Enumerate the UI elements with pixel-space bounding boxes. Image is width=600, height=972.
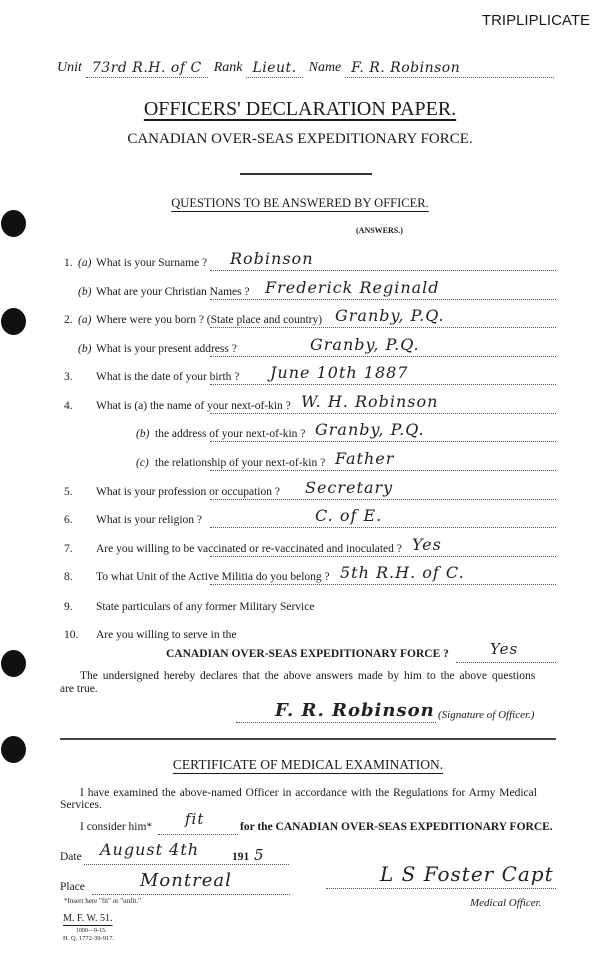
date-value: August 4th bbox=[100, 840, 200, 859]
question-subletter: (a) bbox=[78, 257, 92, 269]
header-line bbox=[57, 60, 560, 78]
answer-value: June 10th 1887 bbox=[270, 363, 409, 382]
answer-value: Robinson bbox=[230, 249, 314, 268]
answer-line bbox=[210, 470, 556, 471]
answer-line bbox=[210, 270, 556, 271]
answer-value: W. H. Robinson bbox=[301, 392, 439, 411]
rank-label: Rank bbox=[213, 60, 243, 75]
question-text: What is your present address ? bbox=[96, 343, 237, 355]
certificate-text-cont: Services. bbox=[60, 799, 102, 811]
answer-line bbox=[210, 327, 556, 328]
answer-line bbox=[210, 527, 556, 528]
answer-line bbox=[210, 413, 556, 414]
answer-line bbox=[210, 384, 556, 385]
question-subletter: (a) bbox=[78, 314, 92, 326]
rank-value: Lieut. bbox=[246, 60, 302, 78]
question-number: 6. bbox=[64, 514, 73, 526]
question-number: 10. bbox=[64, 629, 79, 641]
question-number: 4. bbox=[64, 400, 73, 412]
answer-value: Granby, P.Q. bbox=[335, 306, 445, 325]
question-number: 2. bbox=[64, 314, 73, 326]
signature-label: (Signature of Officer.) bbox=[438, 709, 535, 721]
print-code: 1000—9-15. bbox=[76, 928, 107, 934]
place-label: Place bbox=[60, 881, 85, 893]
question-text: What is (a) the name of your next-of-kin ? bbox=[96, 400, 291, 412]
section-divider bbox=[60, 738, 556, 740]
certificate-text: I have examined the above-named Officer in accordance with the Regulations for Army Medical bbox=[80, 787, 537, 799]
questions-heading: QUESTIONS TO BE ANSWERED BY OFFICER. bbox=[171, 196, 429, 210]
name-label: Name bbox=[308, 60, 342, 75]
copy-mark: TRIPLIPLICATE bbox=[481, 12, 590, 29]
unit-value: 73rd R.H. of C bbox=[86, 60, 208, 78]
consider-value: fit bbox=[185, 810, 205, 828]
answers-heading: (ANSWERS.) bbox=[356, 226, 403, 235]
medical-label: Medical Officer. bbox=[470, 897, 542, 909]
consider-suffix: for the CANADIAN OVER-SEAS EXPEDITIONARY FORCE. bbox=[240, 821, 553, 833]
answer-value: Father bbox=[335, 449, 395, 468]
question-number: 5. bbox=[64, 486, 73, 498]
declaration-cont: are true. bbox=[60, 683, 98, 695]
question-text: What is your religion ? bbox=[96, 514, 203, 526]
certificate-heading: CERTIFICATE OF MEDICAL EXAMINATION. bbox=[172, 757, 444, 772]
form-code: M. F. W. 51. bbox=[63, 913, 113, 924]
question-text: To what Unit of the Active Militia do you belong ? bbox=[96, 571, 330, 583]
declaration: The undersigned hereby declares that the above answers made by him to the above questions bbox=[80, 670, 536, 682]
question-number: 9. bbox=[64, 601, 73, 613]
question-subletter: (b) bbox=[78, 286, 92, 298]
question-text: Are you willing to be vaccinated or re-vaccinated and inoculated ? bbox=[96, 543, 402, 555]
place-value: Montreal bbox=[140, 870, 232, 891]
question-subletter: (c) bbox=[136, 457, 149, 469]
question-text: What is your profession or occupation ? bbox=[96, 486, 280, 498]
consider-label: I consider him* bbox=[80, 821, 153, 833]
answer-value: C. of E. bbox=[315, 506, 383, 525]
date-label: Date bbox=[60, 851, 82, 863]
q10-line: CANADIAN OVER-SEAS EXPEDITIONARY FORCE ? bbox=[166, 648, 449, 660]
unit-label: Unit bbox=[57, 60, 82, 75]
answer-line bbox=[210, 499, 556, 500]
question-number: 8. bbox=[64, 571, 73, 583]
answer-value: Frederick Reginald bbox=[265, 278, 440, 297]
question-text: What are your Christian Names ? bbox=[96, 286, 250, 298]
medical-signature: L S Foster Capt bbox=[380, 862, 554, 886]
answer-line bbox=[210, 299, 556, 300]
page-title: OFFICERS' DECLARATION PAPER. bbox=[143, 98, 457, 120]
answer-value: Yes bbox=[412, 535, 442, 554]
answer-line bbox=[210, 556, 556, 557]
answer-value: Granby, P.Q. bbox=[315, 420, 425, 439]
divider bbox=[240, 173, 372, 175]
question-number: 7. bbox=[64, 543, 73, 555]
answer-line bbox=[210, 356, 556, 357]
page-subtitle: CANADIAN OVER-SEAS EXPEDITIONARY FORCE. bbox=[127, 131, 473, 147]
footnote: *Insert here "fit" or "unfit." bbox=[64, 897, 141, 905]
q10-answer: Yes bbox=[490, 640, 519, 658]
question-text: Where were you born ? (State place and country) bbox=[96, 314, 323, 326]
question-number: 1. bbox=[64, 257, 73, 269]
question-text: the relationship of your next-of-kin ? bbox=[155, 457, 326, 469]
answer-value: Secretary bbox=[305, 478, 394, 497]
print-code: H. Q. 1772-39-917. bbox=[63, 935, 115, 942]
year-suffix: 5 bbox=[254, 846, 265, 864]
name-value: F. R. Robinson bbox=[345, 60, 554, 78]
punch-hole bbox=[1, 650, 26, 677]
answer-line bbox=[210, 584, 556, 585]
question-subletter: (b) bbox=[136, 428, 150, 440]
punch-hole bbox=[1, 210, 26, 237]
question-text: the address of your next-of-kin ? bbox=[155, 428, 306, 440]
question-text: What is your Surname ? bbox=[96, 257, 208, 269]
answer-value: Granby, P.Q. bbox=[310, 335, 420, 354]
answer-value: 5th R.H. of C. bbox=[340, 563, 465, 582]
answer-line bbox=[210, 441, 556, 442]
question-subletter: (b) bbox=[78, 343, 92, 355]
question-text: Are you willing to serve in the bbox=[96, 629, 237, 641]
year-prefix: 191 bbox=[232, 851, 250, 863]
punch-hole bbox=[1, 308, 26, 335]
question-number: 3. bbox=[64, 371, 73, 383]
question-text: State particulars of any former Military Service bbox=[96, 601, 315, 613]
officer-signature: F. R. Robinson bbox=[275, 700, 435, 721]
question-text: What is the date of your birth ? bbox=[96, 371, 240, 383]
